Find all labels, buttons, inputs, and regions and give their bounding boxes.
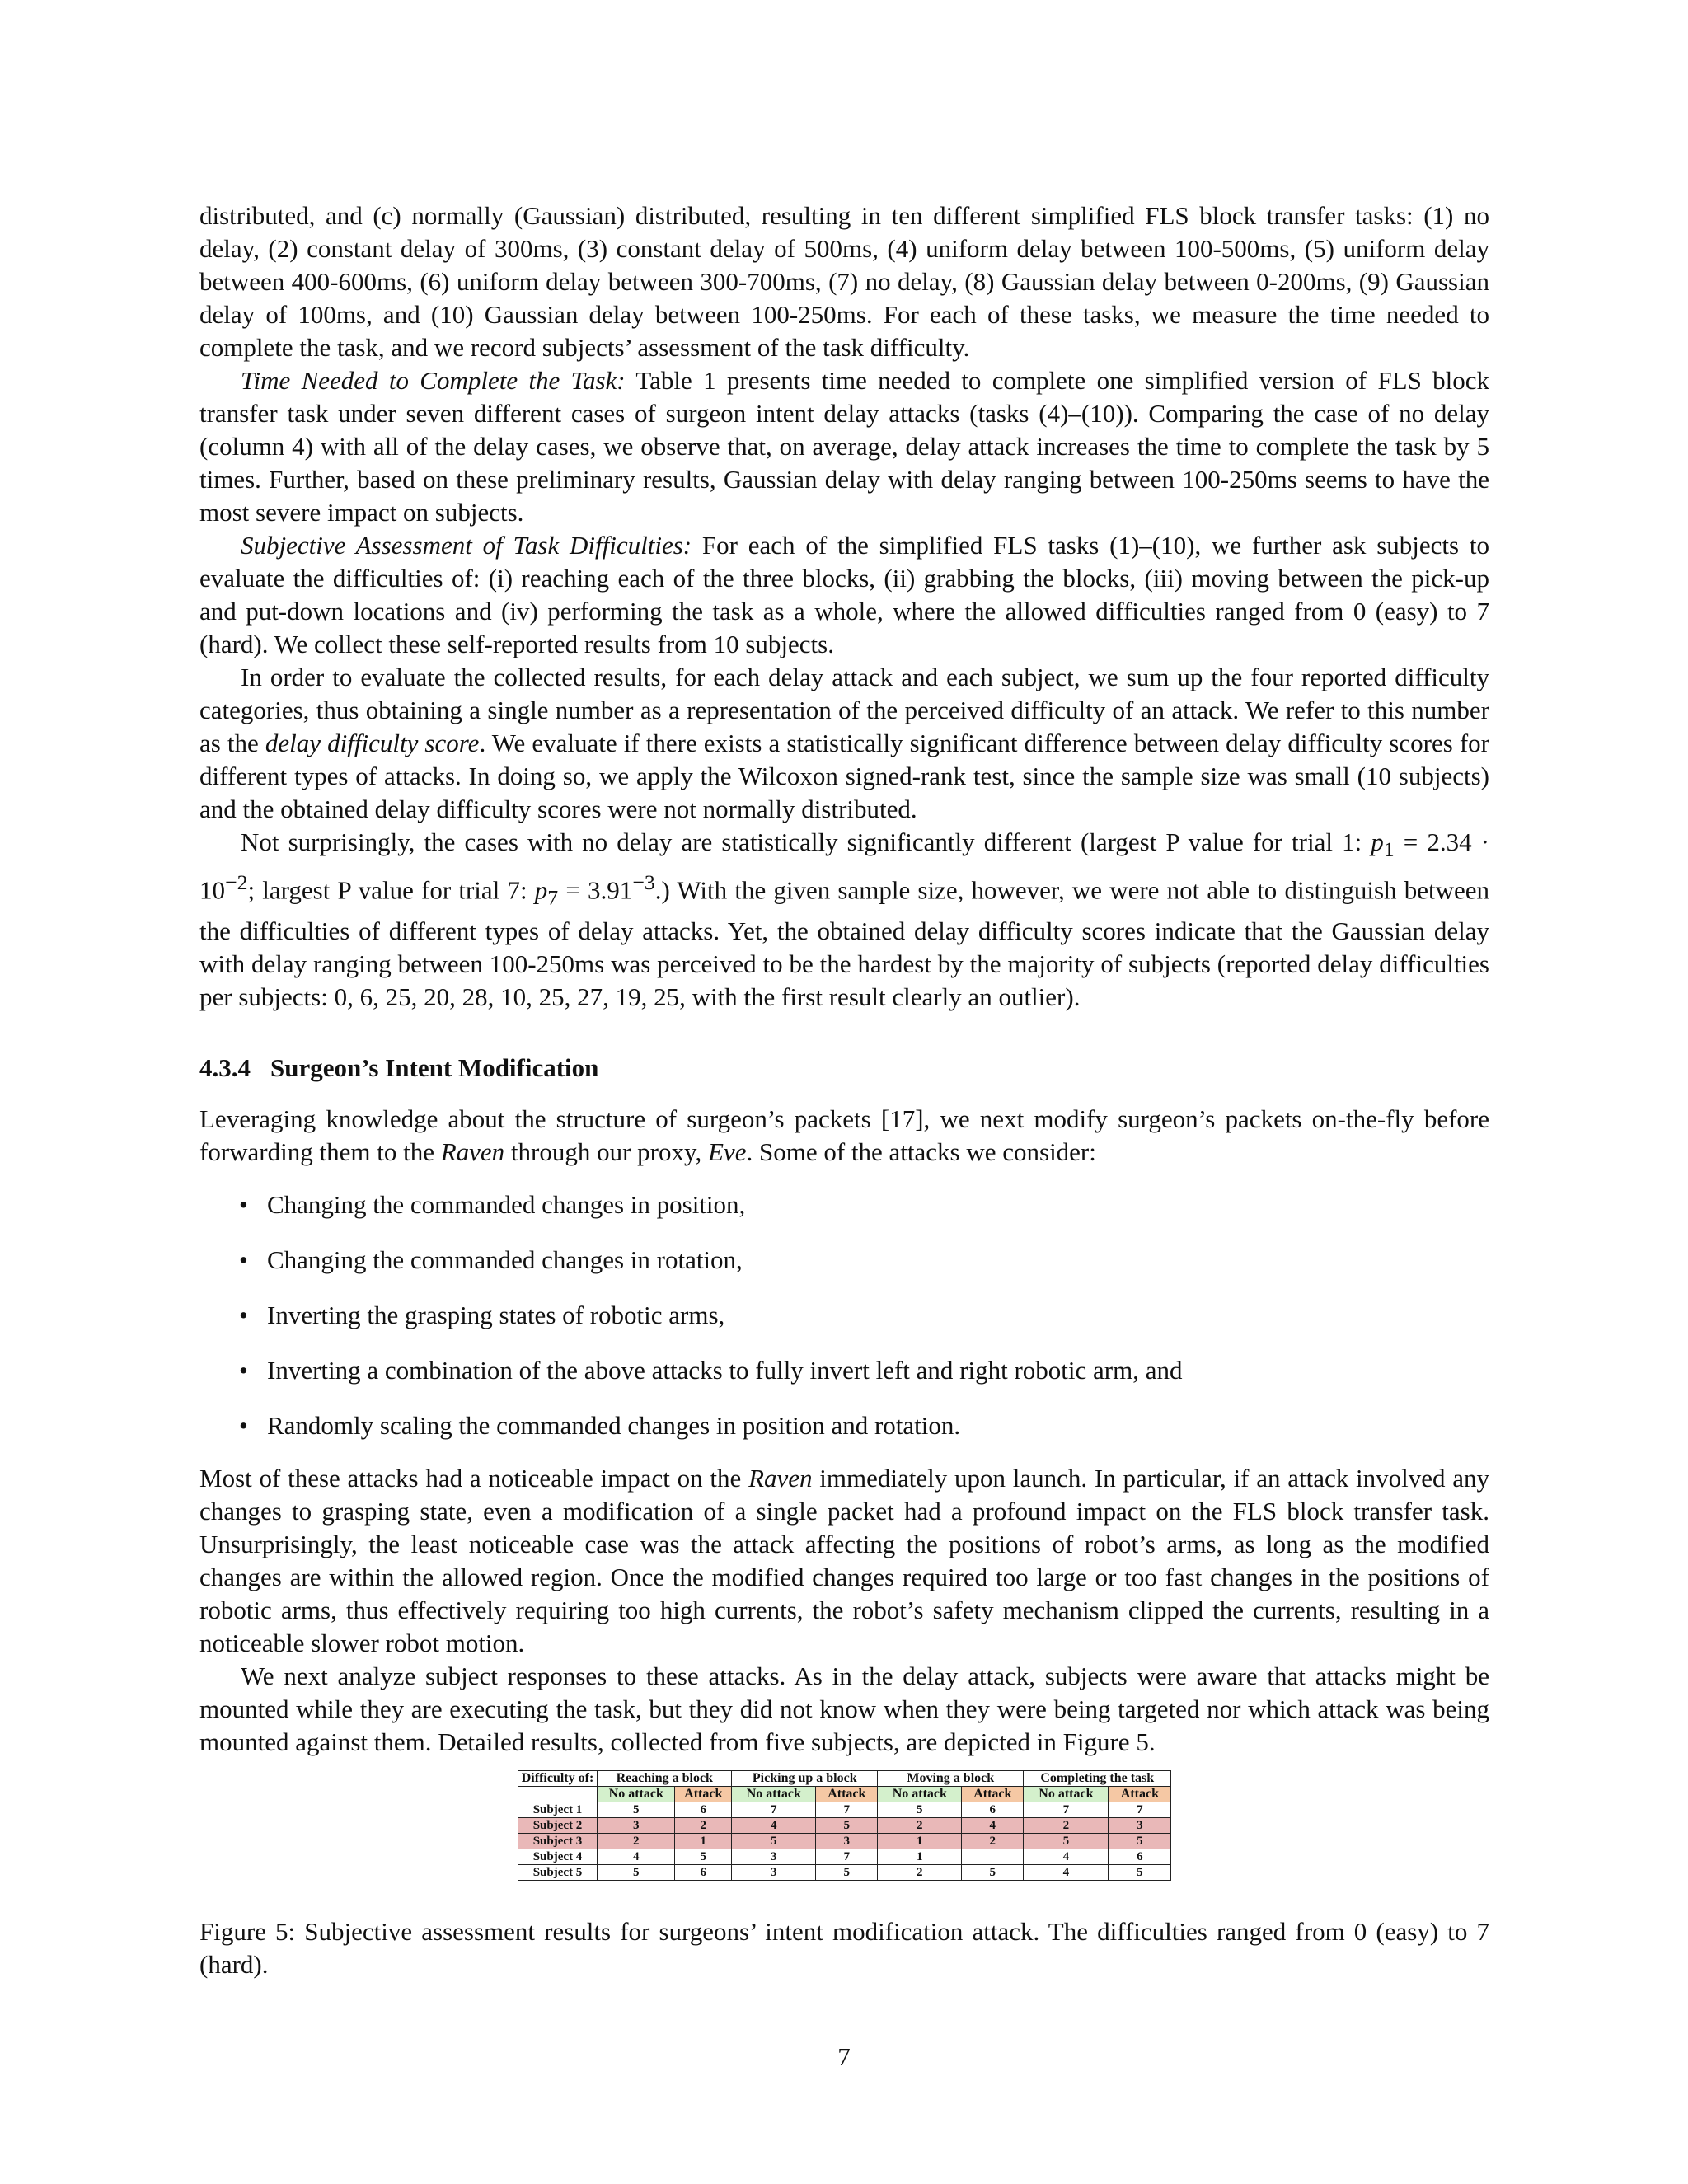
paragraph-task-list: distributed, and (c) normally (Gaussian) distributed, resulting in ten different simplified FLS block transfer tasks: (1) no delay, (2) constant delay of 300ms, (3) constant delay of 500ms, (4) uniform delay between 100-500ms, (5) uniform delay between 400-600ms, (6) uniform delay between 300-700ms, (7) no delay, (8) Gaussian delay between 0-200ms, (9) Gaussian delay of 100ms, and (10) Gaussian delay between 100-250ms. For each of these tasks, we measure the time needed to complete the task, and we record subjects’ assessment of the task difficulty. (199, 201, 1489, 362)
emphasis-eve: Eve (708, 1137, 747, 1166)
table-cell: 6 (675, 1864, 732, 1880)
table-cell: 6 (962, 1802, 1024, 1817)
table-cell: 4 (1024, 1864, 1109, 1880)
group-header: Completing the task (1024, 1770, 1171, 1786)
paragraph-time-body: Table 1 presents time needed to complete one simplified version of FLS block transfer task under seven different cases of surgeon intent delay attacks (tasks (4)–(10)). Comparing the case of no delay (column 4) with all of the delay cases, we observe that, on average, delay attack increases the time to complete the task by 5 times. Further, based on these preliminary results, Gaussian delay with delay ranging between 100-250ms seems to have the most severe impact on subjects. (199, 366, 1489, 527)
section-heading (199, 1052, 1489, 1085)
section-title: Surgeon’s Intent Modification (270, 1052, 599, 1082)
table-cell: 5 (598, 1802, 675, 1817)
subheader-no-attack: No attack (878, 1786, 962, 1802)
list-item: • Changing the commanded changes in rotation, (267, 1244, 1489, 1277)
math-subscript: 7 (547, 885, 559, 910)
subheader-attack: Attack (675, 1786, 732, 1802)
table-cell: 7 (816, 1802, 878, 1817)
group-header: Moving a block (878, 1770, 1024, 1786)
math-subscript: 1 (1383, 837, 1395, 862)
math-exponent: −3 (632, 870, 655, 895)
table-cell: 6 (1109, 1849, 1171, 1864)
table-cell: 5 (675, 1849, 732, 1864)
table-cell: 1 (675, 1833, 732, 1849)
run-in-heading-subjective: Subjective Assessment of Task Difficulties: (241, 531, 692, 560)
table-cell: 4 (598, 1849, 675, 1864)
list-item: • Changing the commanded changes in position, (267, 1188, 1489, 1221)
table-row (518, 1802, 1171, 1817)
table-cell (962, 1849, 1024, 1864)
text-run: Most of these attacks had a noticeable impact on the (199, 1463, 749, 1493)
table-subheader-row (518, 1786, 1171, 1802)
paragraph-subjective-assessment (199, 529, 1489, 661)
text-run: . We evaluate if there exists a statistically significant difference between delay difficulty scores for different types of attacks. In doing so, we apply the Wilcoxon signed-rank test, since the sample size was small (10 subjects) and the obtained delay difficulty scores were not normally distributed. (199, 729, 1490, 823)
row-label: Subject 3 (518, 1833, 598, 1849)
text-run: Leveraging knowledge about the structure of surgeon’s packets [17], we next modify surgeon’s packets on-the-fly before forwarding them to the (199, 1104, 1489, 1166)
row-label: Subject 4 (518, 1849, 598, 1864)
table-row (518, 1817, 1171, 1833)
list-item: • Inverting a combination of the above attacks to fully invert left and right robotic arm, and (267, 1354, 1489, 1387)
difficulty-table (518, 1770, 1172, 1881)
table-cell: 1 (878, 1849, 962, 1864)
table-row (518, 1833, 1171, 1849)
attack-list (199, 1188, 1489, 1442)
table-cell: 2 (675, 1817, 732, 1833)
text-run: Not surprisingly, the cases with no delay are statistically significantly different (largest P value for trial 1: (241, 827, 1372, 856)
table-row (518, 1849, 1171, 1864)
paragraph-subject-responses: We next analyze subject responses to these attacks. As in the delay attack, subjects were aware that attacks might be mounted while they are executing the task, but they did not know when they were being targeted nor which attack was being mounted against them. Detailed results, collected from five subjects, are depicted in Figure 5. (199, 1661, 1489, 1756)
table-cell: 5 (732, 1833, 816, 1849)
table-cell: 2 (878, 1864, 962, 1880)
text-run: .) With the given sample size, however, we were not able to distinguish between the difficulties of different types of delay attacks. Yet, the obtained delay difficulty scores indicate that the Gaussian delay with delay ranging between 100-250ms was perceived to be the hardest by the majority of subjects (reported delay difficulties per subjects: 0, 6, 25, 20, 28, 10, 25, 27, 19, 25, with the first result clearly an outlier). (199, 875, 1489, 1011)
math-var: p (1371, 827, 1384, 856)
page-number: 7 (837, 2042, 851, 2071)
table-cell: 5 (816, 1864, 878, 1880)
subheader-attack: Attack (816, 1786, 878, 1802)
table-cell: 3 (1109, 1817, 1171, 1833)
text-run: immediately upon launch. In particular, if an attack involved any changes to grasping state, even a modification of a single packet had a profound impact on the FLS block transfer task. Unsurprisingly, the least noticeable case was the attack affecting the positions of robot’s arms, as long as the modified changes are within the allowed region. Once the modified changes required too large or too fast changes in the positions of robotic arms, thus effectively requiring too high currents, the robot’s safety mechanism clipped the currents, resulting in a noticeable slower robot motion. (199, 1463, 1490, 1657)
row-label: Subject 2 (518, 1817, 598, 1833)
math-var: p (534, 875, 548, 905)
emphasis-raven: Raven (440, 1137, 505, 1166)
table-cell: 3 (598, 1817, 675, 1833)
paragraph-time-needed (199, 364, 1489, 529)
subheader-no-attack: No attack (732, 1786, 816, 1802)
math-exponent: −2 (225, 870, 248, 895)
group-header: Reaching a block (598, 1770, 732, 1786)
table-cell: 7 (1024, 1802, 1109, 1817)
subheader-attack: Attack (962, 1786, 1024, 1802)
table-cell: 7 (732, 1802, 816, 1817)
table-cell: 5 (878, 1802, 962, 1817)
table-cell: 1 (878, 1833, 962, 1849)
run-in-heading-time: Time Needed to Complete the Task: (241, 366, 626, 395)
paragraph-statistics (199, 826, 1489, 1014)
table-cell: 2 (1024, 1817, 1109, 1833)
list-item: • Inverting the grasping states of robotic arms, (267, 1299, 1489, 1332)
text-run: ; largest P value for trial 7: (247, 875, 535, 905)
emphasis-raven: Raven (748, 1463, 813, 1493)
subheader-no-attack: No attack (598, 1786, 675, 1802)
table-corner-cell: Difficulty of: (518, 1770, 598, 1786)
table-body (518, 1802, 1171, 1880)
table-cell: 3 (732, 1849, 816, 1864)
table-cell: 3 (816, 1833, 878, 1849)
table-cell: 5 (1024, 1833, 1109, 1849)
table-cell: 7 (816, 1849, 878, 1864)
table-row (518, 1864, 1171, 1880)
text-run: through our proxy, (504, 1137, 708, 1166)
table-cell: 5 (962, 1864, 1024, 1880)
text-run: In order to evaluate the collected results, for each delay attack and each subject, we sum up the four reported difficulty categories, thus obtaining a single number as a representation of the perceived difficulty of an attack. We refer to this number as the (199, 663, 1489, 757)
list-item: • Randomly scaling the commanded changes in position and rotation. (267, 1409, 1489, 1442)
subheader-attack: Attack (1109, 1786, 1171, 1802)
table-cell: 5 (598, 1864, 675, 1880)
paragraph-intent-intro (199, 1103, 1489, 1169)
table-cell: 3 (732, 1864, 816, 1880)
table-cell: 2 (962, 1833, 1024, 1849)
table-cell: 5 (1109, 1864, 1171, 1880)
table-cell: 6 (675, 1802, 732, 1817)
row-label: Subject 5 (518, 1864, 598, 1880)
paragraph-attack-impact (199, 1462, 1489, 1660)
paragraph-delay-difficulty (199, 661, 1489, 826)
math-expr: = 3.91 (558, 875, 633, 905)
table-header-row (518, 1770, 1171, 1786)
page-body (199, 199, 1489, 1981)
table-cell: 2 (878, 1817, 962, 1833)
row-label: Subject 1 (518, 1802, 598, 1817)
table-cell: 4 (962, 1817, 1024, 1833)
table-empty-cell (518, 1786, 598, 1802)
table-cell: 5 (1109, 1833, 1171, 1849)
paragraph-subjective-body: For each of the simplified FLS tasks (1)–(10), we further ask subjects to evaluate the difficulties of: (i) reaching each of the three blocks, (ii) grabbing the blocks, (iii) moving between the pick-up and put-down locations and (iv) performing the task as a whole, where the allowed difficulties ranged from 0 (easy) to 7 (hard). We collect these self-reported results from 10 subjects. (199, 531, 1489, 658)
text-run: . Some of the attacks we consider: (746, 1137, 1096, 1166)
table-cell: 4 (732, 1817, 816, 1833)
table-cell: 5 (816, 1817, 878, 1833)
section-number: 4.3.4 (199, 1052, 251, 1082)
math-expr: = 2.34 · 10 (199, 827, 1489, 905)
group-header: Picking up a block (732, 1770, 878, 1786)
subheader-no-attack: No attack (1024, 1786, 1109, 1802)
table-cell: 7 (1109, 1802, 1171, 1817)
table-cell: 2 (598, 1833, 675, 1849)
emphasis-term: delay difficulty score (265, 729, 480, 757)
figure-caption: Figure 5: Subjective assessment results for surgeons’ intent modification attack. The difficulties ranged from 0 (easy) to 7 (hard). (199, 1916, 1489, 1979)
figure-5-table-wrapper (199, 1770, 1489, 1881)
table-cell: 4 (1024, 1849, 1109, 1864)
